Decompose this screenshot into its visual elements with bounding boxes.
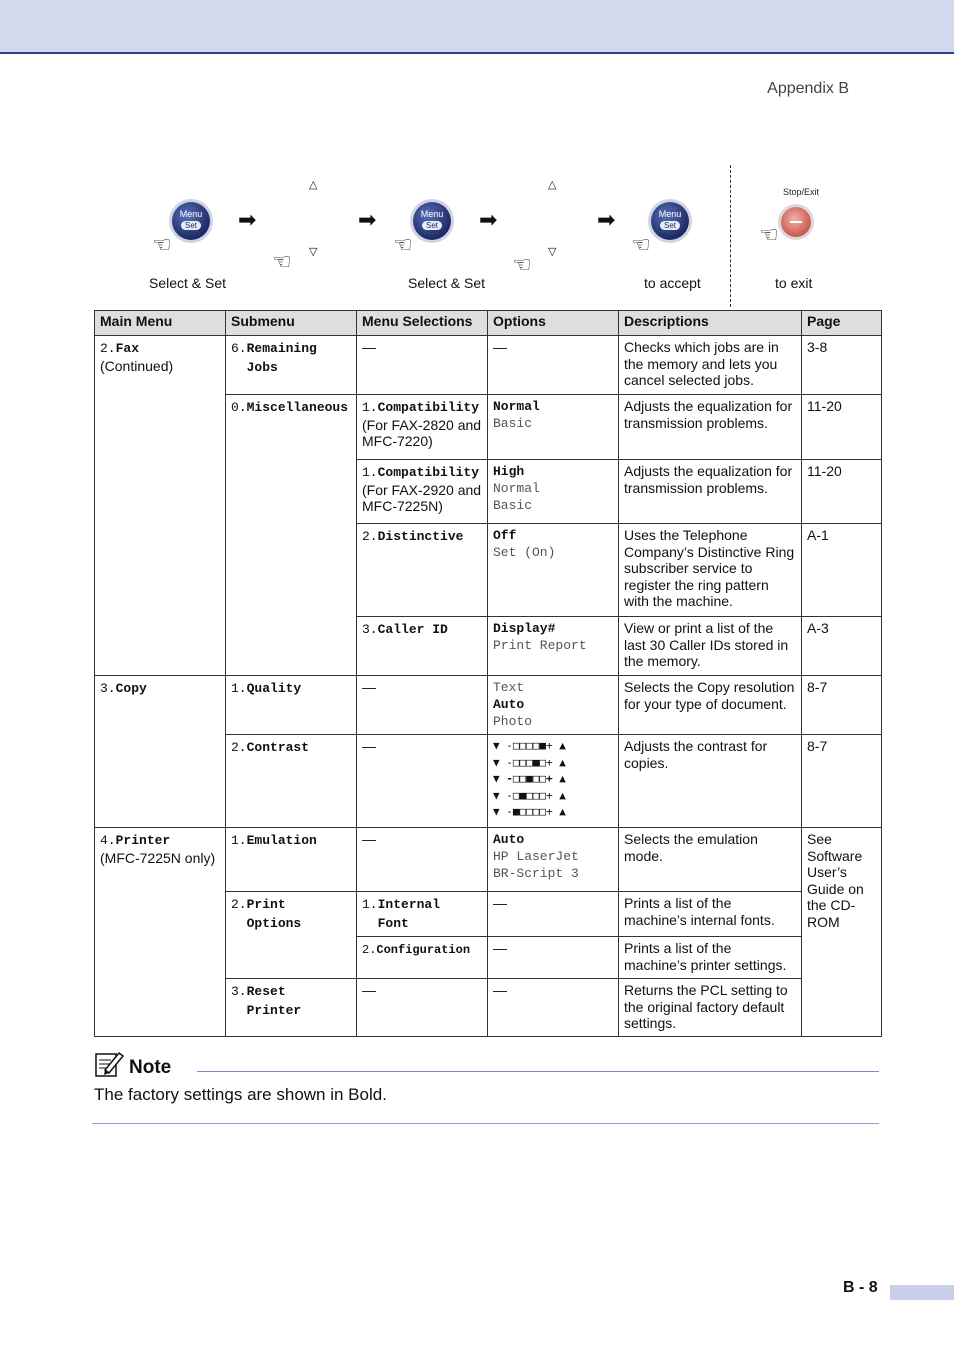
right-arrow-icon: ➡ xyxy=(358,207,377,232)
page-cell: See Software User’s Guide on the CD-ROM xyxy=(802,828,882,1037)
options-cell: Auto HP LaserJet BR-Script 3 xyxy=(488,828,619,892)
selection-cell: — xyxy=(357,828,488,892)
page-number: B - 8 xyxy=(843,1279,878,1296)
selection-cell: 3.Caller ID xyxy=(357,617,488,676)
table-row xyxy=(95,828,882,892)
page-cell: A-3 xyxy=(802,617,882,676)
description-cell: View or print a list of the last 30 Caller IDs stored in the memory. xyxy=(619,617,802,676)
table-row xyxy=(95,336,882,395)
description-cell: Adjusts the equalization for transmission problems. xyxy=(619,460,802,524)
options-cell: — xyxy=(488,336,619,395)
submenu-cell: 1.Quality xyxy=(226,676,357,735)
column-header: Descriptions xyxy=(619,311,802,336)
page-cell: 8-7 xyxy=(802,676,882,735)
column-header: Main Menu xyxy=(95,311,226,336)
right-arrow-icon: ➡ xyxy=(238,207,257,232)
menu-set-button-icon: Menu Set xyxy=(651,202,689,240)
submenu-cell: 3.Reset Printer xyxy=(226,979,357,1037)
options-cell: — xyxy=(488,937,619,979)
description-cell: Selects the Copy resolution for your type of document. xyxy=(619,676,802,735)
stop-exit-button-icon xyxy=(781,207,811,237)
hand-pointer-icon: ☜ xyxy=(393,232,413,257)
stop-exit-label: Stop/Exit xyxy=(783,187,820,197)
page-cell: 11-20 xyxy=(802,460,882,524)
note-text: The factory settings are shown in Bold. xyxy=(94,1085,387,1104)
table-header-row xyxy=(95,311,882,336)
page-tab-bar xyxy=(890,1285,954,1300)
options-cell: High Normal Basic xyxy=(488,460,619,524)
up-triangle-icon: △ xyxy=(309,179,318,191)
selection-cell: 1.Compatibility (For FAX-2920 and MFC-7225N) xyxy=(357,460,488,524)
flow-label-select-set: Select & Set xyxy=(149,275,227,291)
options-cell: — xyxy=(488,979,619,1037)
options-cell: Display# Print Report xyxy=(488,617,619,676)
submenu-cell: 2.Contrast xyxy=(226,735,357,828)
main-menu-cell: 4.Printer (MFC-7225N only) xyxy=(95,828,226,1037)
selection-cell: 2.Configuration xyxy=(357,937,488,979)
note-title: Note xyxy=(129,1057,172,1078)
submenu-cell: 2.Print Options xyxy=(226,892,357,979)
flow-label-accept: to accept xyxy=(644,275,701,291)
selection-cell: 1.Compatibility (For FAX-2820 and MFC-7220) xyxy=(357,395,488,460)
column-header: Menu Selections xyxy=(357,311,488,336)
note-bottom-divider xyxy=(92,1123,879,1124)
description-cell: Uses the Telephone Company’s Distinctive Ring subscriber service to register the ring pattern with the machine. xyxy=(619,524,802,617)
menu-set-button-icon: Menu Set xyxy=(172,202,210,240)
menu-set-button-icon: Menu Set xyxy=(413,202,451,240)
description-cell: Adjusts the equalization for transmission problems. xyxy=(619,395,802,460)
contrast-level-default: ▼ -□□■□□+ ▲ xyxy=(493,772,566,785)
selection-cell: 2.Distinctive xyxy=(357,524,488,617)
options-cell: Text Auto Photo xyxy=(488,676,619,735)
hand-pointer-icon: ☜ xyxy=(631,232,651,257)
up-triangle-icon: △ xyxy=(548,179,557,191)
description-cell: Adjusts the contrast for copies. xyxy=(619,735,802,828)
selection-cell: — xyxy=(357,676,488,735)
selection-cell: — xyxy=(357,979,488,1037)
description-cell: Prints a list of the machine’s internal fonts. xyxy=(619,892,802,937)
note-divider xyxy=(197,1071,879,1072)
page-cell: 8-7 xyxy=(802,735,882,828)
down-triangle-icon: ▽ xyxy=(548,246,557,258)
contrast-level: ▼ -□□□■□+ ▲ xyxy=(493,755,566,769)
flow-label-select-set: Select & Set xyxy=(408,275,486,291)
page-cell: A-1 xyxy=(802,524,882,617)
key-sequence-diagram xyxy=(0,160,954,310)
page-cell: 11-20 xyxy=(802,395,882,460)
column-header: Options xyxy=(488,311,619,336)
submenu-cell: 0.Miscellaneous xyxy=(226,395,357,676)
options-cell xyxy=(488,735,619,828)
menu-table xyxy=(94,310,882,1037)
options-cell: Normal Basic xyxy=(488,395,619,460)
page-cell: 3-8 xyxy=(802,336,882,395)
options-cell: — xyxy=(488,892,619,937)
right-arrow-icon: ➡ xyxy=(479,207,498,232)
right-arrow-icon: ➡ xyxy=(597,207,616,232)
main-menu-cell: 2.Fax (Continued) xyxy=(95,336,226,676)
header-band xyxy=(0,0,954,54)
description-cell: Selects the emulation mode. xyxy=(619,828,802,892)
description-cell: Returns the PCL setting to the original factory default settings. xyxy=(619,979,802,1037)
submenu-cell: 6.Remaining Jobs xyxy=(226,336,357,395)
description-cell: Prints a list of the machine’s printer settings. xyxy=(619,937,802,979)
options-cell: Off Set (On) xyxy=(488,524,619,617)
down-triangle-icon: ▽ xyxy=(309,246,318,258)
main-menu-cell: 3.Copy xyxy=(95,676,226,828)
hand-pointer-icon: ☜ xyxy=(152,232,172,257)
divider xyxy=(730,165,731,307)
selection-cell: 1.Internal Font xyxy=(357,892,488,937)
selection-cell: — xyxy=(357,735,488,828)
description-cell: Checks which jobs are in the memory and lets you cancel selected jobs. xyxy=(619,336,802,395)
submenu-cell: 1.Emulation xyxy=(226,828,357,892)
contrast-level: ▼ -□□□□■+ ▲ xyxy=(493,739,566,752)
flow-label-exit: to exit xyxy=(775,275,813,291)
column-header: Page xyxy=(802,311,882,336)
hand-pointer-icon: ☜ xyxy=(272,249,292,274)
hand-pointer-icon: ☜ xyxy=(759,222,779,247)
selection-cell: — xyxy=(357,336,488,395)
column-header: Submenu xyxy=(226,311,357,336)
contrast-level: ▼ -□■□□□+ ▲ xyxy=(493,788,566,802)
pencil-note-icon xyxy=(95,1050,125,1078)
hand-pointer-icon: ☜ xyxy=(512,252,532,277)
contrast-level: ▼ -■□□□□+ ▲ xyxy=(493,805,566,818)
section-title: Appendix B xyxy=(767,80,849,97)
table-row xyxy=(95,676,882,735)
